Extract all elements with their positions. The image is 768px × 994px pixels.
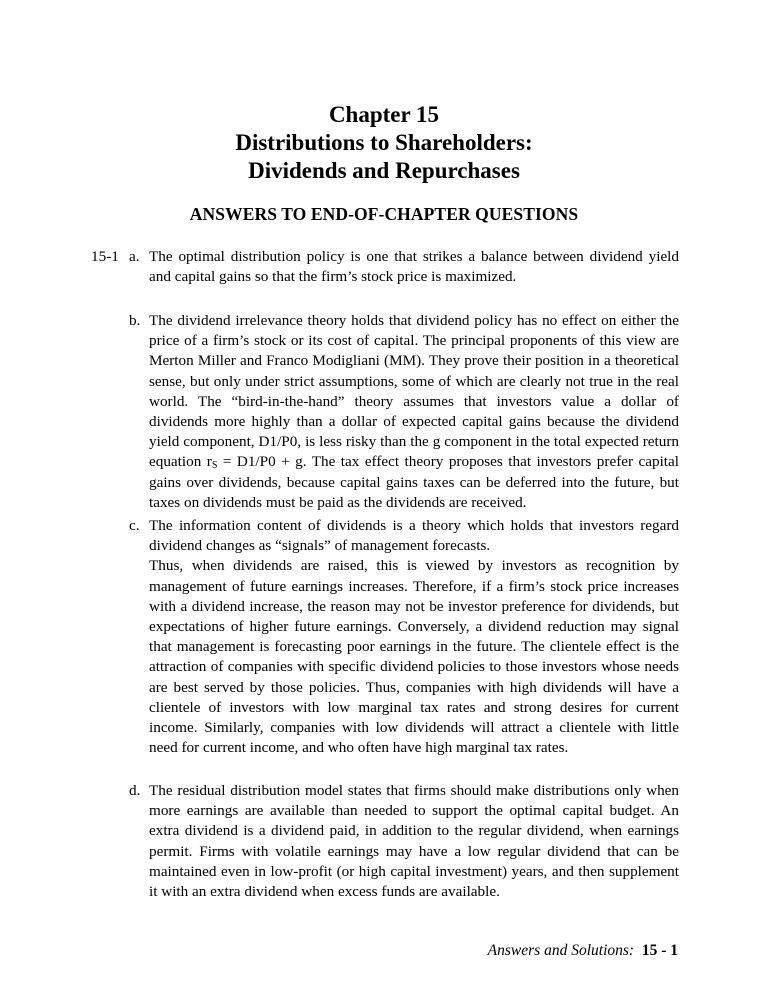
item-body (149, 311, 679, 513)
subscript: S (211, 460, 218, 472)
chapter-title-line-1: Distributions to Shareholders: (235, 130, 533, 155)
section-heading: ANSWERS TO END-OF-CHAPTER QUESTIONS (189, 204, 579, 224)
item-letter: a. (129, 248, 140, 265)
text-segment: The dividend irrelevance theory holds that dividend policy has no effect on either the price of a firm’s stock or its cost of capital. The principal proponents of this view are Merton Miller and Franco Modigliani (MM). They prove their position in a theoretical sense, but only under strict assumptions, some of which are clearly not true in the real world. The “bird-in-the-hand” theory assumes that investors value a dollar of dividends more highly than a dollar of expected capital gains because the dividend yield component, D1/P0, is less risky than the g component in the total expected return equation r (149, 312, 679, 471)
answer-item-d (129, 781, 679, 902)
item-text: The optimal distribution policy is one that strikes a balance between dividend yield and capital gains so that the firm’s stock price is maximized. (149, 248, 679, 286)
item-body (149, 516, 679, 758)
text-segment: = D1/P0 + g. The tax effect theory proposes that investors prefer capital gains over dividends, because capital gains taxes can be deferred into the future, but taxes on dividends must be paid as the dividends are received. (149, 453, 679, 511)
item-text-para-1: The information content of dividends is a theory which holds that investors regard dividend changes as “signals” of management forecasts. (149, 517, 679, 555)
item-text-para-2: Thus, when dividends are raised, this is viewed by investors as recognition by management of future earnings increases. Therefore, if a firm’s stock price increases with a dividend increase, the reason may not be investor preference for dividends, but expectations of higher future earnings. Conversely, a dividend reduction may signal that management is forecasting poor earnings in the future. The clientele effect is the attraction of companies with specific dividend policies to those investors whose needs are best served by those policies. Thus, companies with high dividends will have a clientele of investors with low marginal tax rates and strong desires for current income. Similarly, companies with low dividends will attract a clientele with little need for current income, and who often have high marginal tax rates. (149, 557, 679, 757)
item-text (149, 311, 679, 513)
answer-item-a (129, 247, 679, 287)
answer-item-c (129, 516, 679, 758)
item-letter: d. (129, 782, 141, 799)
item-text: The residual distribution model states that firms should make distributions only when more earnings are available than needed to support the optimal capital budget. An extra dividend is a dividend paid, in addition to the regular dividend, when earnings permit. Firms with volatile earnings may have a low regular dividend that can be maintained even in low-profit (or high capital investment) years, and then supplement it with an extra dividend when excess funds are available. (149, 782, 679, 901)
item-body (149, 247, 679, 287)
answer-item-b (129, 311, 679, 513)
footer-label: Answers and Solutions: (487, 942, 635, 959)
question-number: 15-1 (91, 248, 119, 265)
page-footer (488, 941, 678, 961)
item-letter: c. (129, 517, 140, 534)
chapter-title-line-2: Dividends and Repurchases (248, 158, 520, 183)
chapter-number: Chapter 15 (328, 102, 440, 127)
page-number: 15 - 1 (641, 942, 678, 959)
chapter-title (0, 101, 768, 185)
item-letter: b. (129, 312, 141, 329)
item-body (149, 781, 679, 902)
